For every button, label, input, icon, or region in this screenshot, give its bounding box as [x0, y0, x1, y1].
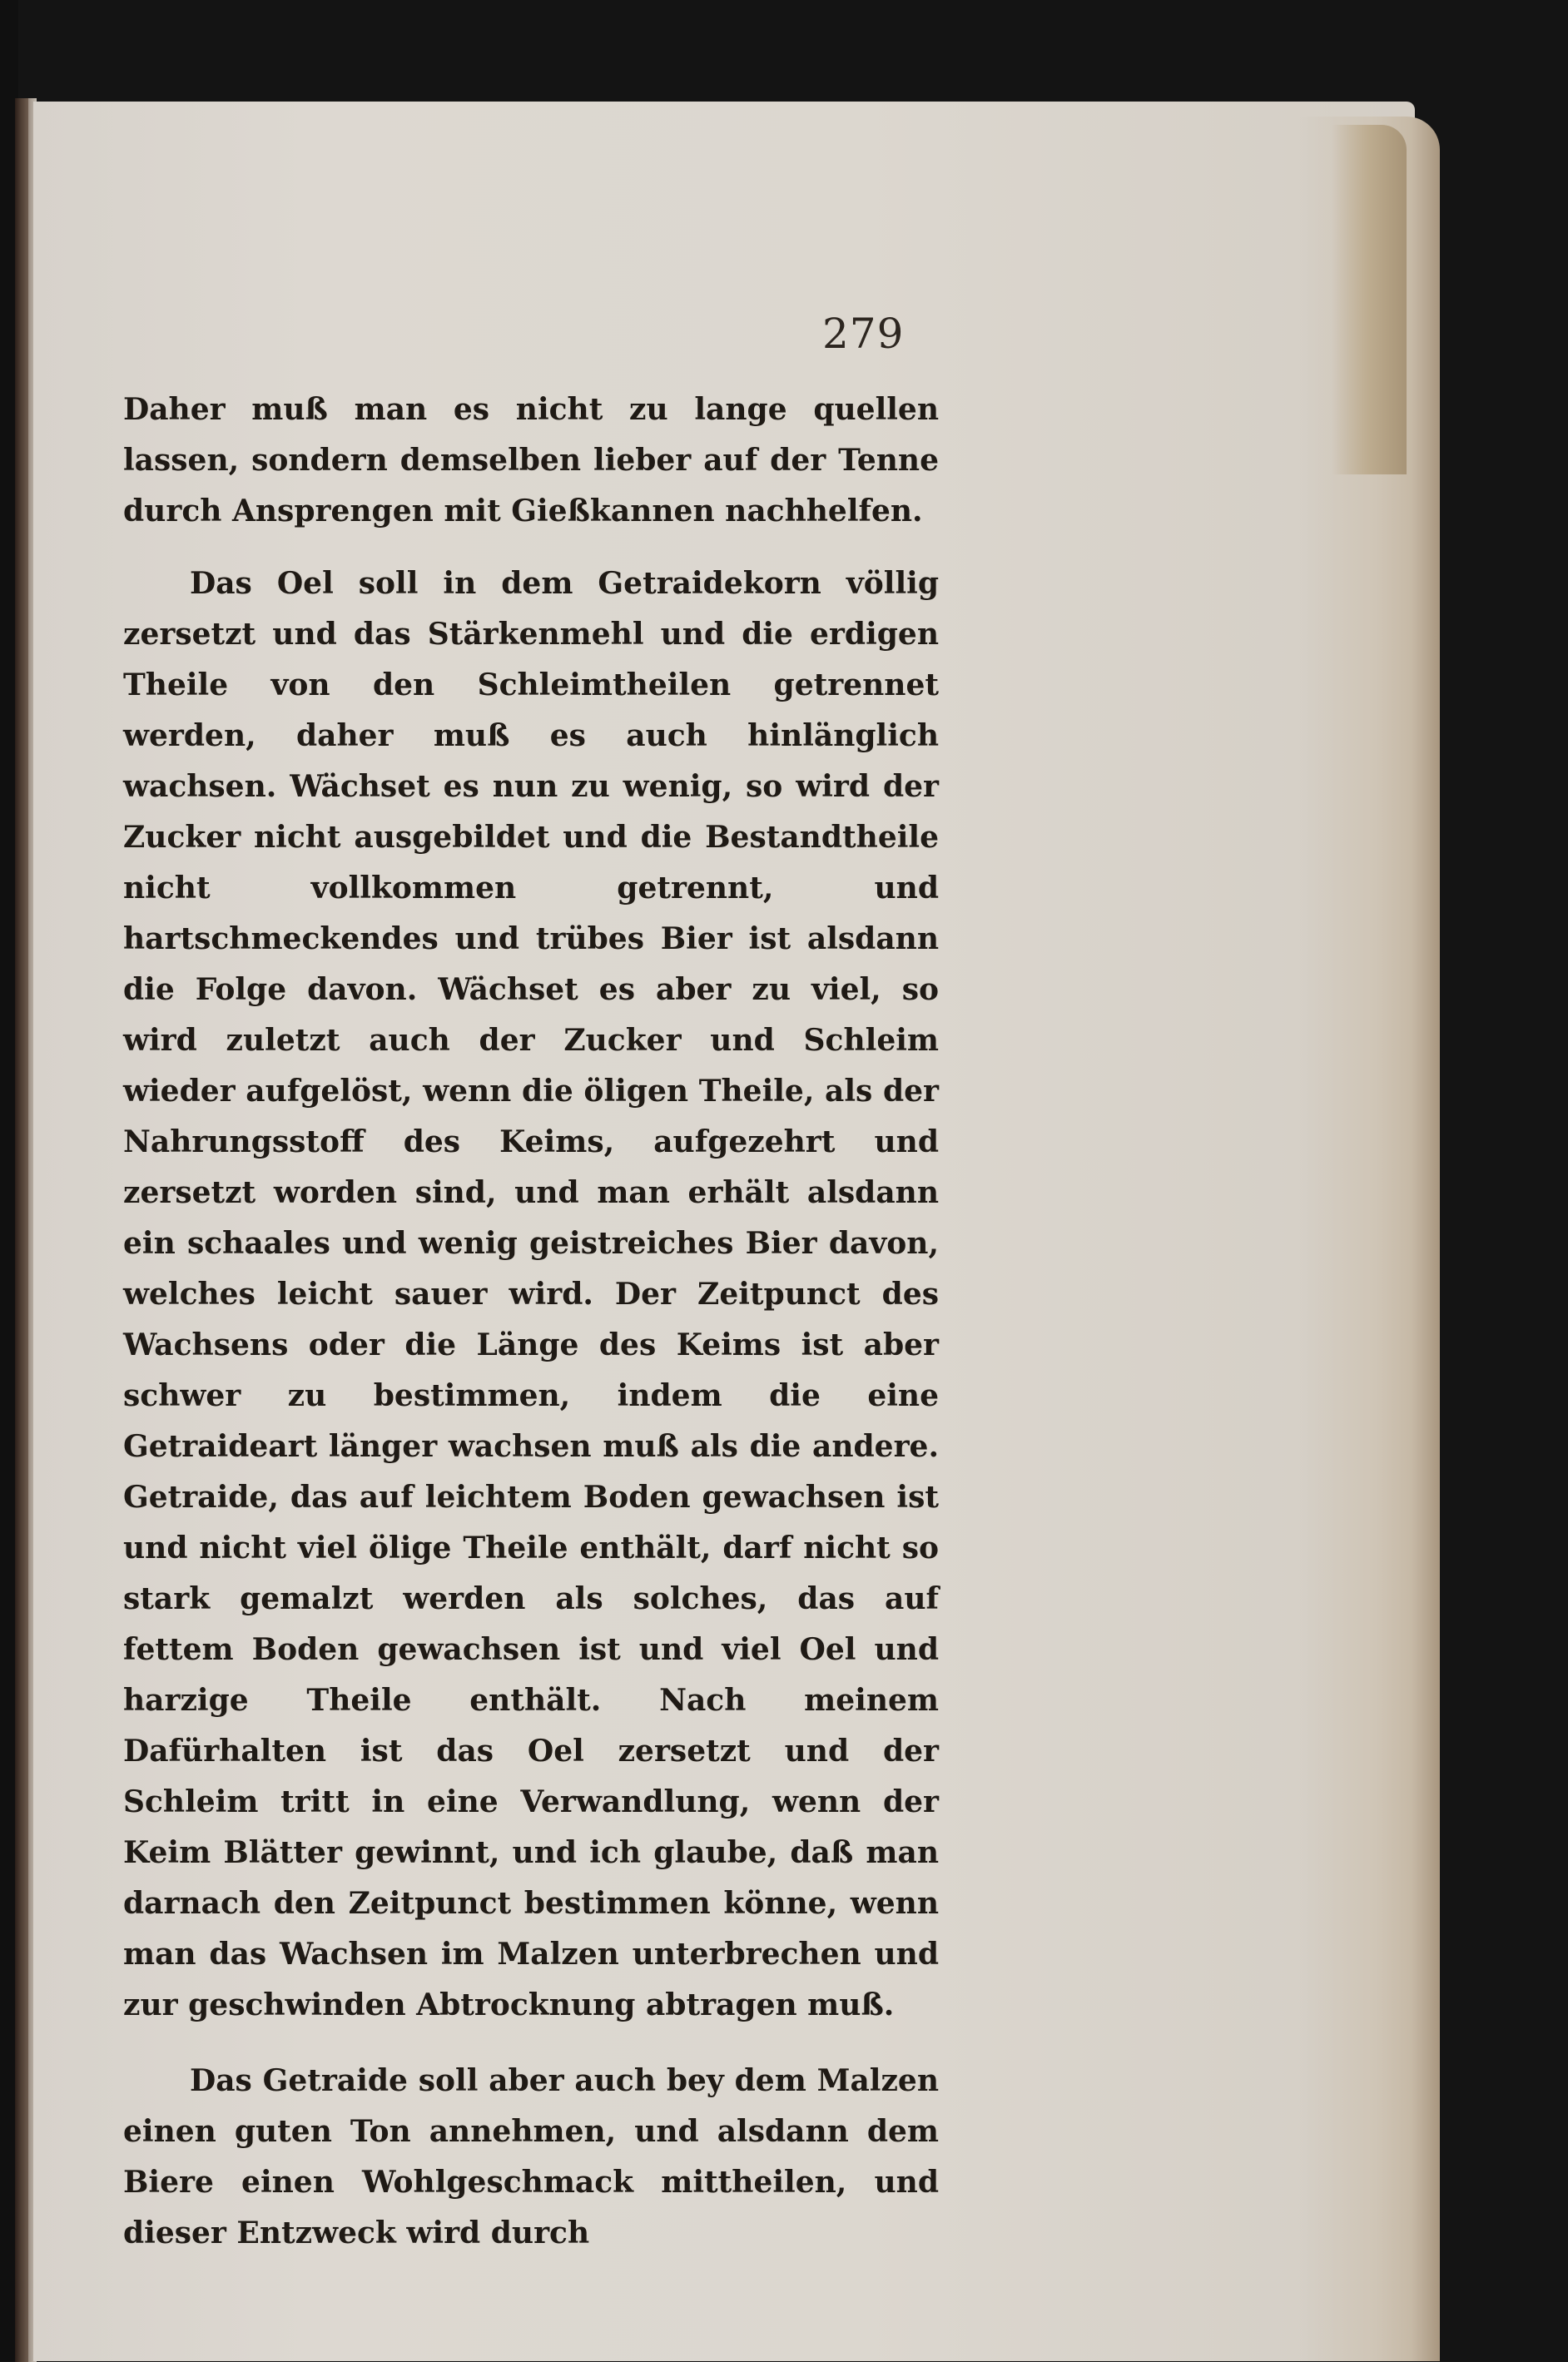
body-text: [123, 385, 939, 2259]
frayed-page-corner: [1332, 125, 1407, 474]
paragraph-1: Daher muß man es nicht zu lange quellen lassen, sondern demselben lieber auf der Tenne durch Ansprengen mit Gießkannen nachhelfen.: [123, 392, 939, 528]
paragraph-3: Das Getraide soll aber auch bey dem Malzen einen guten Ton annehmen, und alsdann dem Biere einen Wohlgeschmack mittheilen, und dieser Entzweck wird durch: [123, 2063, 939, 2250]
page-number: 279: [822, 310, 905, 358]
paragraph-2: Das Oel soll in dem Getraidekorn völlig zersetzt und das Stärkenmehl und die erdigen Theile von den Schleimtheilen getrennet werden, daher muß es auch hinlänglich wachsen. Wächset es nun zu wenig, so wird der Zucker nicht ausgebildet und die Bestandtheile nicht vollkommen getrennt, und hartschmeckendes und trübes Bier ist alsdann die Folge davon. Wächset es aber zu viel, so wird zuletzt auch der Zucker und Schleim wieder aufgelöst, wenn die öligen Theile, als der Nahrungsstoff des Keims, aufgezehrt und zersetzt worden sind, und man erhält alsdann ein schaales und wenig geistreiches Bier davon, welches leicht sauer wird. Der Zeitpunct des Wachsens oder die Länge des Keims ist aber schwer zu bestimmen, indem die eine Getraideart länger wachsen muß als die andere. Getraide, das auf leichtem Boden gewachsen ist und nicht viel ölige Theile enthält, darf nicht so stark gemalzt werden als solches, das auf fettem Boden gewachsen ist und viel Oel und harzige Theile enthält. Nach meinem Dafürhalten ist das Oel zersetzt und der Schleim tritt in eine Verwandlung, wenn der Keim Blätter gewinnt, und ich glaube, daß man darnach den Zeitpunct bestimmen könne, wenn man das Wachsen im Malzen unterbrechen und zur geschwinden Abtrocknung abtragen muß.: [123, 566, 939, 2022]
left-page-edge: [15, 98, 28, 2362]
